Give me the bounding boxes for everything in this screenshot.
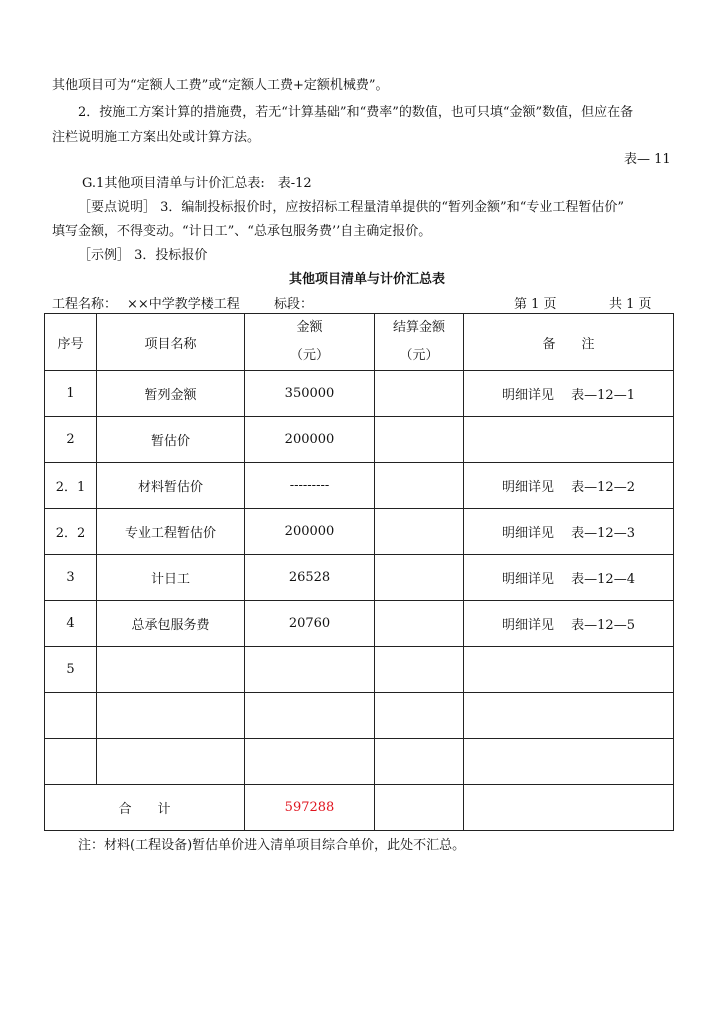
section-label: 标段： (274, 297, 314, 312)
row-seq: 2 (45, 417, 97, 463)
header-amount-unit: （元） (289, 348, 329, 363)
row-seq (45, 693, 97, 739)
row-amount: 26528 (245, 555, 375, 601)
table-row (45, 739, 674, 785)
header-settlement-label: 结算金额 (392, 320, 445, 335)
row-remark: 明细详见 表—12—5 (464, 601, 674, 647)
project-name: ××中学教学楼工程 (127, 297, 240, 312)
row-amount (245, 693, 375, 739)
row-settlement (375, 417, 464, 463)
table-row (45, 509, 674, 555)
row-seq: 4 (45, 601, 97, 647)
row-settlement (375, 371, 464, 417)
project-label: 工程名称： (52, 297, 118, 312)
row-remark: 明细详见 表—12—4 (464, 555, 674, 601)
row-remark (464, 693, 674, 739)
row-seq: 1 (45, 371, 97, 417)
example-label: ［示例］ 3．投标报价 (78, 248, 208, 263)
row-amount: --------- (245, 463, 375, 509)
row-amount: 350000 (245, 371, 375, 417)
table-reference: 表— 11 (624, 152, 671, 167)
row-name: 总承包服务费 (97, 601, 245, 647)
intro-line-1: 其他项目可为“定额人工费”或“定额人工费+定额机械费”。 (52, 78, 389, 93)
key-points-line-2: 填写金额，不得变动。“计日工”、“总承包服务费’’自主确定报价。 (52, 224, 432, 239)
row-remark (464, 647, 674, 693)
total-remark (464, 785, 674, 831)
total-settlement (375, 785, 464, 831)
header-name: 项目名称 (97, 314, 245, 371)
row-settlement (375, 693, 464, 739)
header-amount (245, 314, 375, 371)
row-remark: 明细详见 表—12—1 (464, 371, 674, 417)
row-remark (464, 417, 674, 463)
section-title: G.1其他项目清单与计价汇总表: 表-12 (82, 176, 312, 191)
key-points-line-1: ［要点说明］ 3．编制投标报价时，应按招标工程量清单提供的“暂列金额”和“专业工程暂估价” (78, 200, 624, 215)
row-remark: 明细详见 表—12—3 (464, 509, 674, 555)
row-settlement (375, 509, 464, 555)
header-seq: 序号 (45, 314, 97, 371)
row-name: 材料暂估价 (97, 463, 245, 509)
table-header-row (45, 314, 674, 371)
page-total: 共 1 页 (609, 297, 652, 312)
intro-line-3: 注栏说明施工方案出处或计算方法。 (52, 130, 261, 145)
row-amount: 200000 (245, 509, 375, 555)
row-remark: 明细详见 表—12—2 (464, 463, 674, 509)
page-number: 第 1 页 (514, 297, 557, 312)
row-amount (245, 739, 375, 785)
other-items-summary-table (44, 313, 674, 831)
row-seq: 5 (45, 647, 97, 693)
header-settlement (375, 314, 464, 371)
total-amount: 597288 (245, 785, 375, 831)
table-row (45, 555, 674, 601)
header-remark: 备 注 (464, 314, 674, 371)
row-name (97, 739, 245, 785)
table-row (45, 693, 674, 739)
row-seq: 3 (45, 555, 97, 601)
row-amount (245, 647, 375, 693)
row-settlement (375, 555, 464, 601)
table-row (45, 601, 674, 647)
table-row (45, 647, 674, 693)
row-settlement (375, 739, 464, 785)
row-seq: 2．1 (45, 463, 97, 509)
header-amount-label: 金额 (296, 320, 323, 335)
row-name: 暂列金额 (97, 371, 245, 417)
row-settlement (375, 463, 464, 509)
footnote: 注：材料(工程设备)暂估单价进入清单项目综合单价，此处不汇总。 (78, 838, 466, 853)
total-row (45, 785, 674, 831)
table-row (45, 417, 674, 463)
total-label: 合 计 (45, 785, 245, 831)
row-amount: 20760 (245, 601, 375, 647)
row-name: 暂估价 (97, 417, 245, 463)
row-settlement (375, 601, 464, 647)
row-seq (45, 739, 97, 785)
row-amount: 200000 (245, 417, 375, 463)
row-seq: 2．2 (45, 509, 97, 555)
row-name (97, 693, 245, 739)
row-name: 专业工程暂估价 (97, 509, 245, 555)
table-row (45, 371, 674, 417)
row-name: 计日工 (97, 555, 245, 601)
row-settlement (375, 647, 464, 693)
row-name (97, 647, 245, 693)
header-settlement-unit: （元） (399, 348, 439, 363)
table-row (45, 463, 674, 509)
row-remark (464, 739, 674, 785)
intro-line-2: 2．按施工方案计算的措施费，若无“计算基础”和“费率”的数值，也可只填“金额”数值，但应在备 (78, 105, 634, 120)
table-title: 其他项目清单与计价汇总表 (289, 272, 446, 287)
